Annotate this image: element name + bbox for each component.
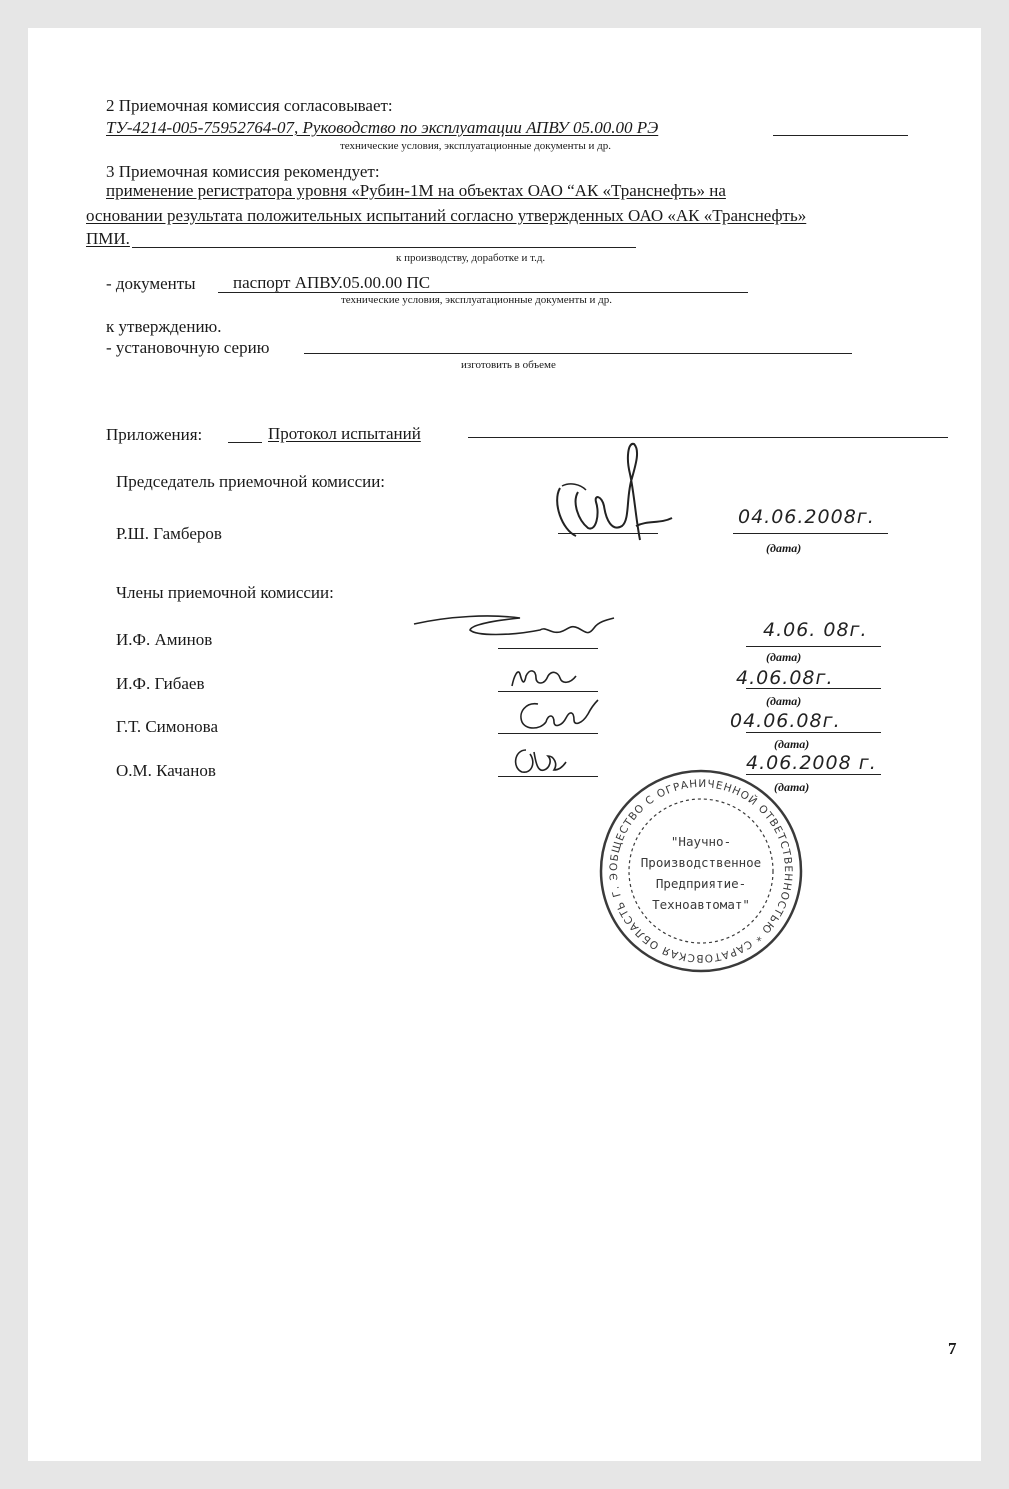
stamp-line: Производственное <box>640 855 762 870</box>
member-signature-line <box>498 648 598 649</box>
member-signature <box>410 606 620 646</box>
chairman-signature-line <box>558 533 658 534</box>
documents-caption: технические условия, эксплуатационные документы и др. <box>341 294 612 306</box>
documents-label: - документы <box>106 274 196 293</box>
chairman-date: 04.06.2008г. <box>738 506 875 528</box>
chairman-name: Р.Ш. Гамберов <box>116 524 222 543</box>
member-signature-line <box>498 776 598 777</box>
section3-underline <box>132 247 636 248</box>
member-date-caption: (дата) <box>766 650 802 664</box>
member-date-caption: (дата) <box>774 737 810 751</box>
series-underline <box>304 353 852 354</box>
members-heading: Члены приемочной комиссии: <box>116 583 334 602</box>
section3-caption: к производству, доработке и т.д. <box>396 252 546 264</box>
documents-value: паспорт АПВУ.05.00.00 ПС <box>233 273 431 292</box>
attachments-underline-right <box>468 437 948 438</box>
member-date-line <box>746 688 881 689</box>
stamp-ring-text: ОБЩЕСТВО С ОГРАНИЧЕННОЙ ОТВЕТСТВЕННОСТЬЮ * САРАТОВСКАЯ ОБЛАСТЬ Г. ЭНГЕЛЬС * <box>591 757 795 965</box>
member-name: Г.Т. Симонова <box>116 717 218 736</box>
page-number: 7 <box>948 1339 957 1358</box>
member-date-line <box>746 646 881 647</box>
stamp-line: Предприятие- <box>655 876 747 891</box>
member-signature-line <box>498 733 598 734</box>
section2-caption: технические условия, эксплуатационные документы и др. <box>340 140 611 152</box>
member-date-line <box>746 732 881 733</box>
chairman-date-line <box>733 533 888 534</box>
member-date: 4.06.08г. <box>736 667 834 689</box>
section3-line2: основании результата положительных испытаний согласно утвержденных ОАО «АК «Транснефть» <box>86 206 807 225</box>
section2-heading: 2 Приемочная комиссия согласовывает: <box>106 96 393 115</box>
attachments-underline-left <box>228 442 262 443</box>
member-name: И.Ф. Аминов <box>116 630 213 649</box>
section2-value: ТУ-4214-005-75952764-07, Руководство по эксплуатации АПВУ 05.00.00 РЭ <box>106 118 659 137</box>
attachments-value: Протокол испытаний <box>268 424 421 443</box>
member-date: 04.06.08г. <box>730 710 841 732</box>
member-signature-line <box>498 691 598 692</box>
series-caption: изготовить в объеме <box>461 359 556 371</box>
member-date: 4.06.2008 г. <box>746 752 877 774</box>
chairman-date-caption: (дата) <box>766 541 802 555</box>
member-signature <box>506 664 586 692</box>
member-name: И.Ф. Гибаев <box>116 674 205 693</box>
company-stamp <box>591 757 806 976</box>
approval-text: к утверждению. <box>106 317 222 336</box>
member-signature <box>512 696 602 736</box>
attachments-label: Приложения: <box>106 425 203 444</box>
section2-underline <box>773 135 908 136</box>
documents-underline <box>218 292 748 293</box>
series-label: - установочную серию <box>106 338 270 357</box>
chairman-heading: Председатель приемочной комиссии: <box>116 472 386 491</box>
section3-line3: ПМИ. <box>86 229 130 248</box>
section3-line1: применение регистратора уровня «Рубин-1М на объектах ОАО “АК «Транснефть» на <box>106 181 726 200</box>
stamp-line: "Научно- <box>670 834 732 849</box>
stamp-line: Техноавтомат" <box>652 897 750 912</box>
member-date: 4.06. 08г. <box>763 619 868 641</box>
member-signature <box>508 742 568 778</box>
section3-heading: 3 Приемочная комиссия рекомендует: <box>106 162 380 181</box>
member-date-caption: (дата) <box>766 694 802 708</box>
document-page <box>28 28 981 1461</box>
member-date-caption: (дата) <box>774 780 810 794</box>
member-name: О.М. Качанов <box>116 761 216 780</box>
